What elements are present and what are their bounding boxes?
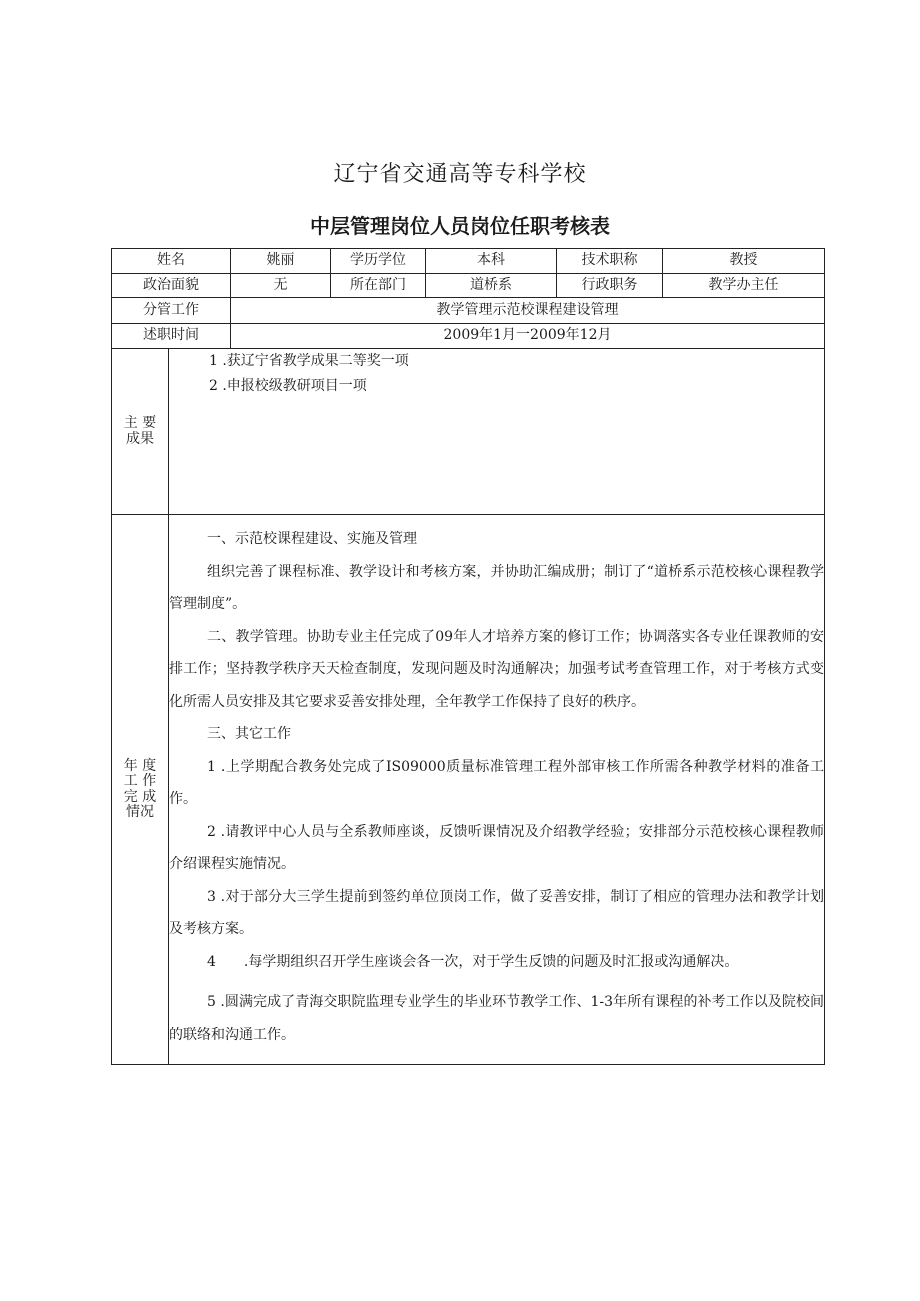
admin-value: 教学办主任	[663, 274, 825, 298]
work-paragraph: 组织完善了课程标准、教学设计和考核方案，并协助汇编成册；制订了“道桥系示范校核心课程教学管理制度”。	[169, 563, 824, 612]
period-value: 2009年1月一2009年12月	[231, 324, 825, 349]
work-paragraph: 3 .对于部分大三学生提前到签约单位顶岗工作，做了妥善安排，制订了相应的管理办法和教学计划及考核方案。	[169, 888, 824, 937]
name-value: 姚丽	[231, 249, 331, 274]
political-label: 政治面貌	[112, 274, 231, 298]
school-name: 辽宁省交通高等专科学校	[333, 162, 587, 187]
assessment-form-table	[111, 248, 825, 1065]
annual-work-row	[112, 515, 825, 1065]
info-row-2	[112, 274, 825, 298]
work-heading: 一、示范校课程建设、实施及管理	[207, 531, 417, 547]
achievement-item: 1 .获辽宁省教学成果二等奖一项	[209, 353, 409, 369]
annual-work-label-line3: 完 成	[123, 788, 157, 805]
achievements-label-line2: 成果	[126, 430, 154, 447]
degree-label: 学历学位	[331, 249, 426, 274]
achievement-item: 2 .申报校级教研项目一项	[209, 378, 367, 394]
title-value: 教授	[663, 249, 825, 274]
name-label: 姓名	[112, 249, 231, 274]
achievements-label-line1: 主 要	[123, 415, 157, 432]
info-row-4	[112, 324, 825, 349]
degree-value: 本科	[426, 249, 557, 274]
work-paragraph: 2 .请教评中心人员与全系教师座谈，反馈听课情况及介绍教学经验；安排部分示范校核心课程教师介绍课程实施情况。	[169, 823, 824, 872]
annual-work-label-line4: 情况	[126, 803, 154, 820]
info-row-3	[112, 298, 825, 324]
dept-value: 道桥系	[426, 274, 557, 298]
annual-work-label-line2: 工 作	[123, 773, 157, 790]
title-label: 技术职称	[557, 249, 663, 274]
annual-work-label-line1: 年 度	[123, 757, 157, 774]
political-value: 无	[231, 274, 331, 298]
admin-label: 行政职务	[557, 274, 663, 298]
work-heading: 三、其它工作	[207, 726, 291, 742]
form-title: 中层管理岗位人员岗位任职考核表	[310, 214, 610, 238]
annual-work-label	[112, 515, 169, 1065]
annual-work-content	[169, 515, 825, 1065]
achievements-content	[169, 349, 825, 515]
work-paragraph: 4 .每学期组织召开学生座谈会各一次，对于学生反馈的问题及时汇报或沟通解决。	[207, 953, 739, 970]
period-label: 述职时间	[112, 324, 231, 349]
work-paragraph: 二、教学管理。协助专业主任完成了09年人才培养方案的修订工作；协调落实各专业任课教师的安排工作；坚持教学秩序天天检查制度，发现问题及时沟通解决；加强考试考查管理工作，对于考核方式变化所需人员安排及其它要求妥善安排处理，全年教学工作保持了良好的秩序。	[169, 628, 824, 710]
dept-label: 所在部门	[331, 274, 426, 298]
work-paragraph: 1 .上学期配合教务处完成了IS09000质量标准管理工程外部审核工作所需各种教学材料的准备工作。	[169, 758, 824, 807]
duty-value: 教学管理示范校课程建设管理	[231, 298, 825, 324]
achievements-label	[112, 349, 169, 515]
info-row-1	[112, 249, 825, 274]
duty-label: 分管工作	[112, 298, 231, 324]
work-paragraph: 5 .圆满完成了青海交职院监理专业学生的毕业环节教学工作、1-3年所有课程的补考工作以及院校间的联络和沟通工作。	[169, 994, 824, 1043]
achievements-row	[112, 349, 825, 515]
